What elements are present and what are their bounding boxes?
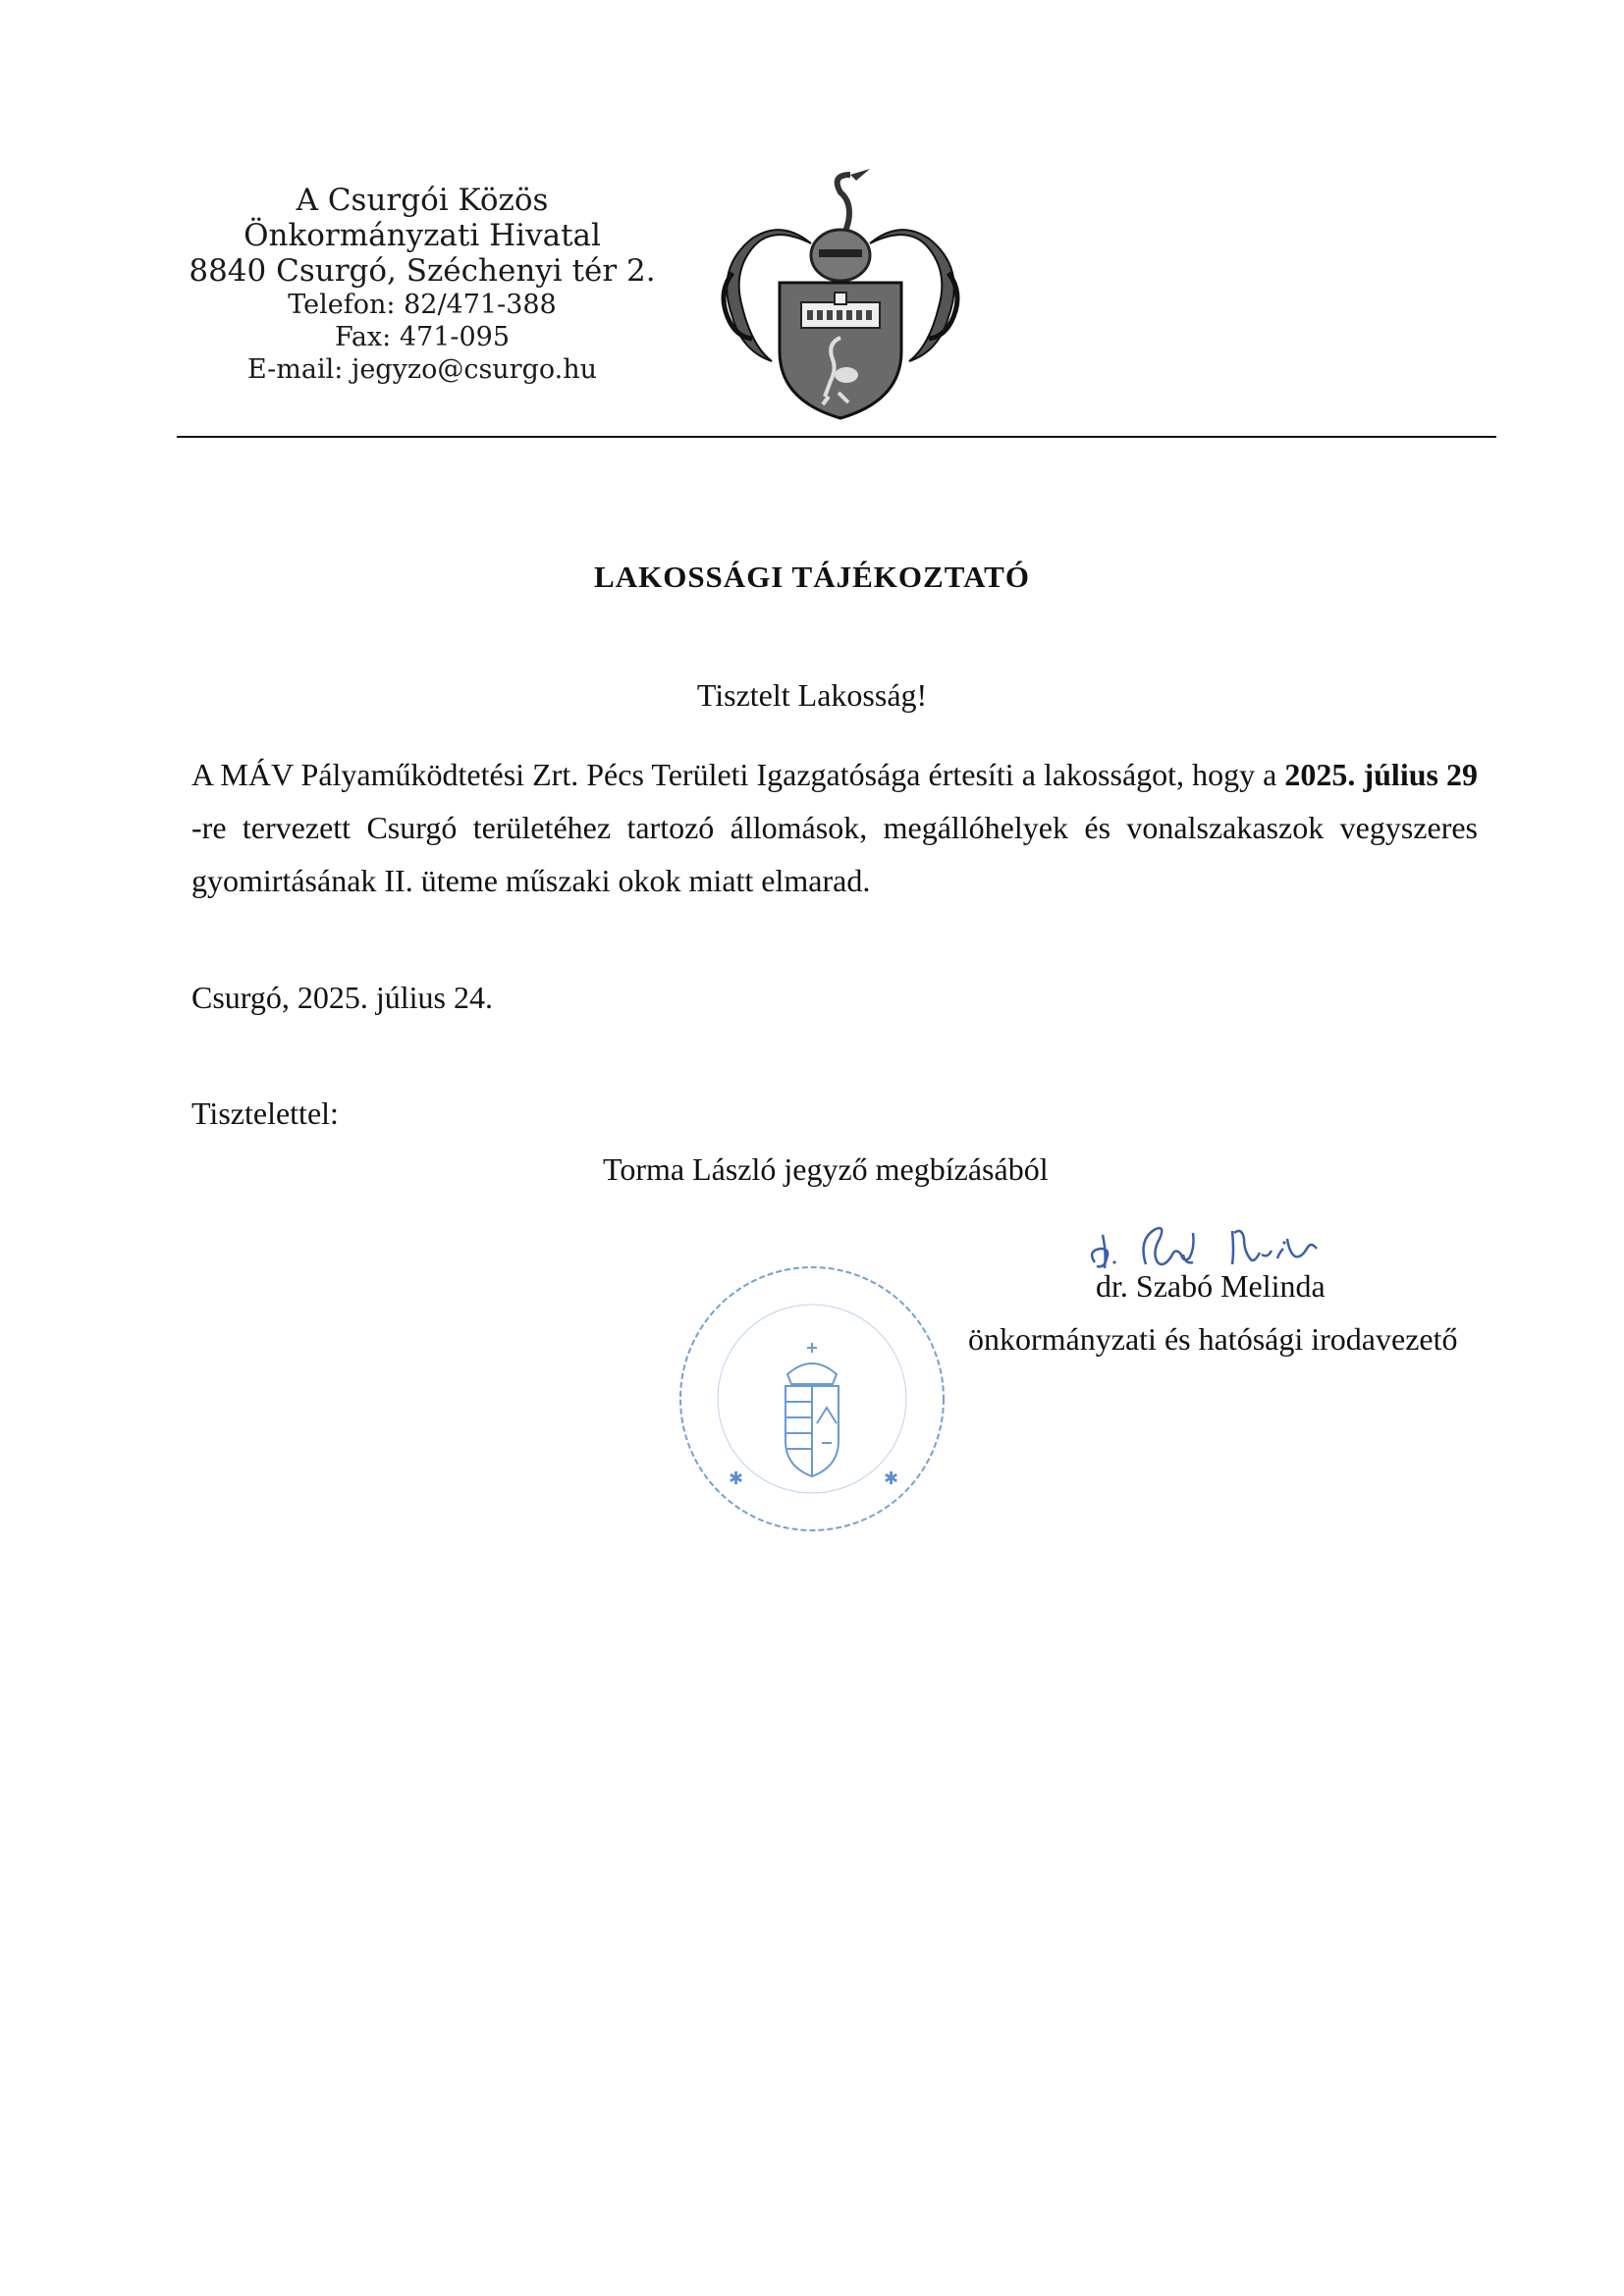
signer-title: önkormányzati és hatósági irodavezető [968,1321,1458,1357]
svg-text:✱: ✱ [729,1468,744,1489]
notice-date-bold: 2025. július 29 [1284,757,1479,792]
notice-text-part2: -re tervezett Csurgó területéhez tartozó állomások, megállóhelyek és vonalszakaszok vegyszeres gyomirtásának II. üteme műszaki okok miatt elmarad. [191,810,1478,898]
document-title: LAKOSSÁGI TÁJÉKOZTATÓ [594,560,1030,594]
greeting: Tisztelt Lakosság! [696,677,928,713]
office-email: E-mail: jegyzo@csurgo.hu [246,354,598,385]
on-behalf-line: Torma László jegyző megbízásából [603,1151,1049,1187]
dateline: Csurgó, 2025. július 24. [191,980,493,1015]
signer-name: dr. Szabó Melinda [1096,1268,1326,1304]
office-fax: Fax: 471-095 [334,322,511,352]
notice-paragraph [191,748,1478,907]
closing: Tisztelettel: [191,1095,339,1131]
svg-text:✱: ✱ [884,1468,899,1489]
header-divider [177,436,1496,438]
notice-text-part1: A MÁV Pályaműködtetési Zrt. Pécs Területi Igazgatósága értesíti a lakosságot, hogy a [191,757,1285,792]
official-stamp-icon [670,1256,954,1541]
office-name-line1: A Csurgói Közös [296,183,549,218]
letterhead [177,183,668,386]
office-phone: Telefon: 82/471-388 [288,290,557,320]
office-name-line2: Önkormányzati Hivatal [244,218,601,253]
coat-of-arms-icon [703,165,978,422]
office-address: 8840 Csurgó, Széchenyi tér 2. [189,253,656,289]
